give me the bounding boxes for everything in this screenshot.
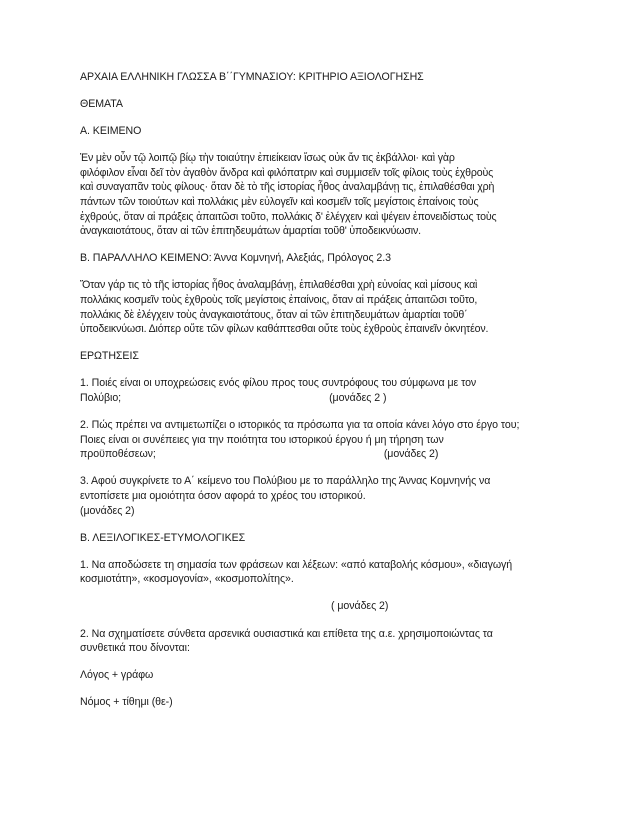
marks-label: (μονάδες 2) [383, 448, 439, 461]
text-line: φιλόφιλον εἶναι δεῖ τὸν ἀγαθὸν ἄνδρα καὶ φιλόπατριν καὶ συμμισεῖν τοῖς φίλοις τοὺς ἐχθροὺς [80, 166, 494, 179]
question-line [80, 391, 560, 406]
marks-label: (μονάδες 2 ) [329, 392, 387, 404]
question-line: 1. Να αποδώσετε τη σημασία των φράσεων και λέξεων: «από καταβολής κόσμου», «διαγωγή [80, 558, 513, 571]
question-1 [80, 376, 560, 405]
question-line [80, 447, 560, 462]
document-page [80, 70, 560, 722]
text-line: ὑποδεικνύωσι. Διόπερ οὔτε τῶν φίλων καθάπτεσθαι οὔτε τοὺς ἐχθροὺς ἐπαινεῖν ὀκνητέον. [80, 323, 489, 336]
question-2 [80, 418, 560, 462]
ancient-text-polybius [80, 151, 560, 239]
text-line: ἐχθρούς, ὅταν αἱ πράξεις ἀπαιτῶσι τοῦτο, πολλάκις δ' ἐλέγχειν καὶ ψέγειν ἐπονειδίστως τοὺς [80, 210, 497, 223]
text-line: καὶ συναγαπᾶν τοὺς φίλους· ὅταν δὲ τὸ τῆς ἱστορίας ἦθος ἀναλαμβάνῃ τις, ἐπιλαθέσθαι χρὴ [80, 181, 495, 194]
text-line: Ἐν μὲν οὖν τῷ λοιπῷ βίῳ τὴν τοιαύτην ἐπιείκειαν ἴσως οὐκ ἄν τις ἐκβάλλοι· καὶ γὰρ [80, 152, 455, 165]
parallel-text-komnene [80, 278, 560, 336]
text-line: πολλάκις κοσμεῖν τοὺς ἐχθροὺς τοῖς μεγίστοις ἐπαίνοις, ὅταν αἱ πράξεις ἀπαιτῶσι τοῦτο, [80, 294, 478, 307]
text-line: πάντων τῶν τοιούτων καὶ πολλάκις μὲν εὐλογεῖν καὶ κοσμεῖν τοῖς μεγίστοις ἐπαίνοις τοὺς [80, 196, 479, 209]
question-line: 2. Πώς πρέπει να αντιμετωπίζει ο ιστορικός τα πρόσωπα για τα οποία κάνει λόγο στο έργο του; [80, 419, 520, 432]
marks-label: ( μονάδες 2) [331, 600, 389, 613]
question-text: προϋποθέσεων; [80, 448, 156, 461]
question-3 [80, 474, 560, 518]
compound-item: Νόμος + τίθημι (θε-) [80, 696, 173, 709]
text-line: ἀναγκαιοτάτους, ὅταν αἱ τῶν ἐπιτηδευμάτων ἁμαρτίαι τοῦθ' ὑποδεικνύωσιν. [80, 225, 421, 238]
themes-heading: ΘΕΜΑΤΑ [80, 98, 123, 111]
document-header: ΑΡΧΑΙΑ ΕΛΛΗΝΙΚΗ ΓΛΩΣΣΑ Β΄΄ΓΥΜΝΑΣΙΟΥ: ΚΡΙΤΗΡΙΟ ΑΞΙΟΛΟΓΗΣΗΣ [80, 71, 424, 83]
lexical-question-1 [80, 558, 560, 587]
question-line: εντοπίσετε μια ομοιότητα όσον αφορά το χρέος του ιστορικού. [80, 489, 366, 502]
section-a-heading: Α. ΚΕΙΜΕΝΟ [80, 125, 142, 138]
questions-heading: ΕΡΩΤΗΣΕΙΣ [80, 350, 139, 363]
compound-item: Λόγος + γράφω [80, 669, 154, 682]
question-line: συνθετικά που δίνονται: [80, 642, 190, 655]
text-line: Ὅταν γάρ τις τὸ τῆς ἱστορίας ἦθος ἀναλαμβάνῃ, ἐπιλαθέσθαι χρὴ εὐνοίας καὶ μίσους καὶ [80, 279, 478, 292]
question-line: 3. Αφού συγκρίνετε το Α΄ κείμενο του Πολύβιου με το παράλληλο της Άννας Κομνηνής να [80, 475, 491, 488]
marks-label: (μονάδες 2) [80, 504, 135, 517]
lexical-question-2 [80, 627, 560, 656]
question-line: 2. Να σχηματίσετε σύνθετα αρσενικά ουσιαστικά και επίθετα της α.ε. χρησιμοποιώντας τα [80, 627, 493, 640]
question-line: Ποιες είναι οι συνέπειες για την ποιότητα του ιστορικού έργου ή μη τήρηση των [80, 433, 444, 446]
text-line: πολλάκις δὲ ἐλέγχειν τοὺς ἀναγκαιοτάτους, ὅταν αἱ τῶν ἐπιτηδευμάτων ἁμαρτίαι τοῦθ΄ [80, 308, 468, 321]
section-b-heading: Β. ΠΑΡΑΛΛΗΛΟ ΚΕΙΜΕΝΟ: Άννα Κομνηνή, Αλεξιάς, Πρόλογος 2.3 [80, 252, 391, 265]
question-line: κοσμιοτάτη», «κοσμογονία», «κοσμοπολίτης». [80, 573, 294, 586]
lexical-heading: Β. ΛΕΞΙΛΟΓΙΚΕΣ-ΕΤΥΜΟΛΟΓΙΚΕΣ [80, 531, 246, 544]
question-line: 1. Ποιές είναι οι υποχρεώσεις ενός φίλου προς τους συντρόφους του σύμφωνα με τον [80, 377, 477, 390]
question-text: Πολύβιο; [80, 392, 122, 404]
